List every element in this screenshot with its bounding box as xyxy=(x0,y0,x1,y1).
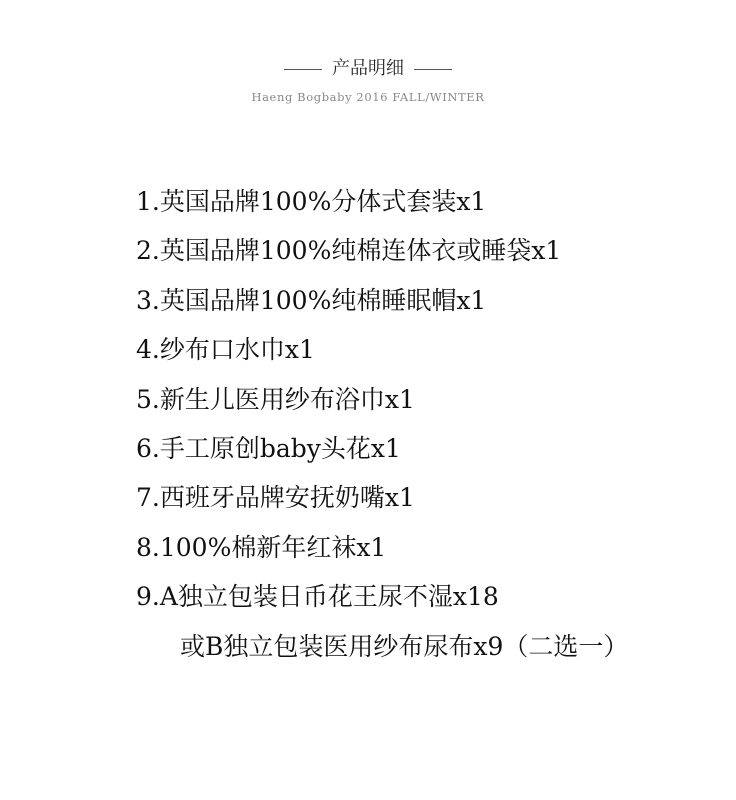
list-item: 8.100%棉新年红袜x1 xyxy=(136,532,387,562)
page-subtitle: Haeng Bogbaby 2016 FALL/WINTER xyxy=(251,90,485,104)
list-item: 1.英国品牌100%分体式套装x1 xyxy=(136,187,487,216)
product-list xyxy=(136,177,726,671)
list-item: 7.西班牙品牌安抚奶嘴x1 xyxy=(136,483,415,513)
list-item: 3.英国品牌100%纯棉睡眠帽x1 xyxy=(136,285,487,315)
list-item: 2.英国品牌100%纯棉连体衣或睡袋x1 xyxy=(136,236,562,266)
list-item: 5.新生儿医用纱布浴巾x1 xyxy=(136,384,415,414)
title-rule-left xyxy=(284,69,322,70)
title-rule-right xyxy=(414,69,452,70)
list-item: 4.纱布口水巾x1 xyxy=(136,335,315,365)
page-header xyxy=(0,54,736,104)
list-item-continuation: 或B独立包装医用纱布尿布x9（二选一） xyxy=(180,631,629,661)
page-title: 产品明细 xyxy=(332,58,404,79)
list-item: 6.手工原创baby头花x1 xyxy=(136,433,401,463)
title-row xyxy=(0,54,736,84)
list-item: 9.A独立包装日币花王尿不湿x18 xyxy=(136,582,499,612)
